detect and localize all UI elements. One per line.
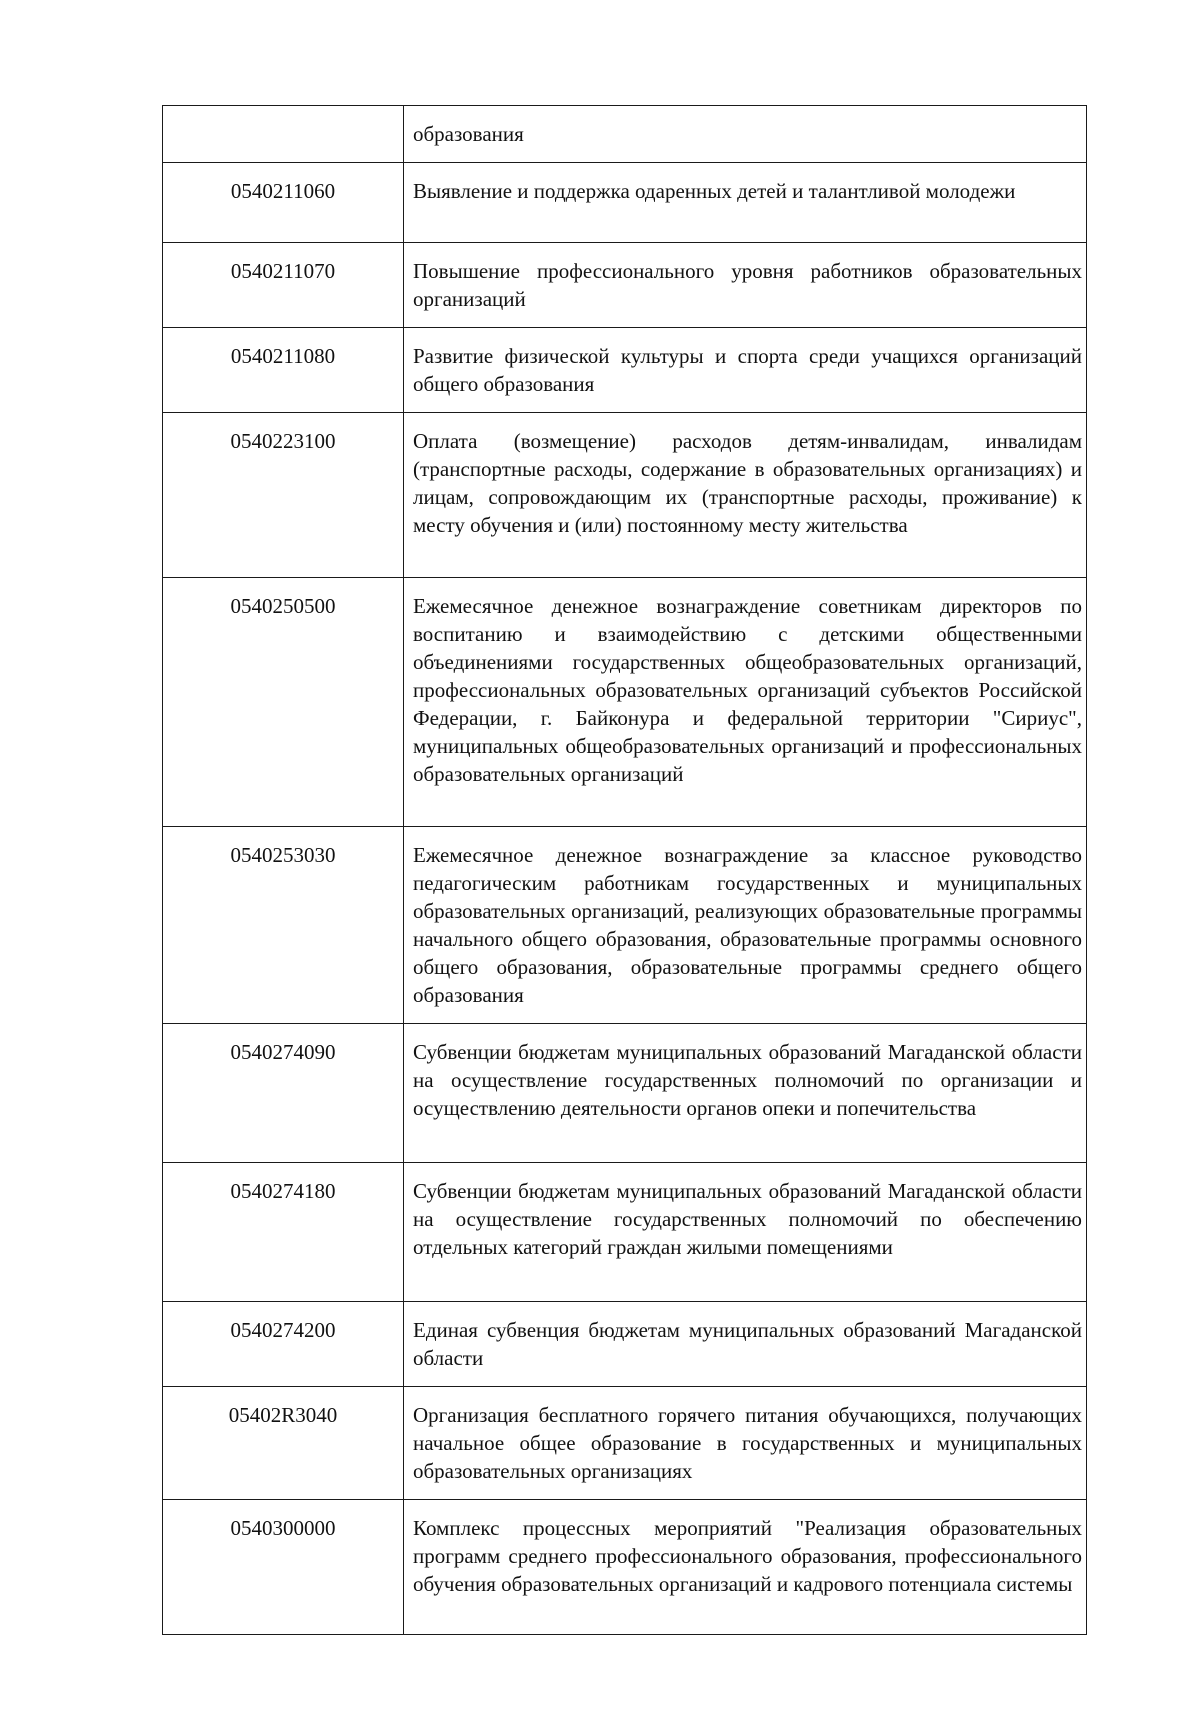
table-row [163, 413, 1087, 578]
row-description: Оплата (возмещение) расходов детям-инвалидам, инвалидам (транспортные расходы, содержание в образовательных организациях) и лицам, сопровождающим их (транспортные расходы, проживание) к месту обучения и (или) постоянному месту жительства [404, 413, 1087, 578]
row-code [163, 106, 404, 163]
row-description: Единая субвенция бюджетам муниципальных образований Магаданской области [404, 1302, 1087, 1387]
row-description: Ежемесячное денежное вознаграждение советникам директоров по воспитанию и взаимодействию с детскими общественными объединениями государственных общеобразовательных организаций, профессиональных образовательных организаций субъектов Российской Федерации, г. Байконура и федеральной территории "Сириус", муниципальных общеобразовательных организаций и профессиональных образовательных организаций [404, 578, 1087, 827]
row-code: 05402R3040 [163, 1387, 404, 1500]
table-row [163, 1302, 1087, 1387]
row-description: Субвенции бюджетам муниципальных образований Магаданской области на осуществление государственных полномочий по организации и осуществлению деятельности органов опеки и попечительства [404, 1024, 1087, 1163]
table-body [163, 106, 1087, 1635]
row-code: 0540211060 [163, 163, 404, 243]
row-code: 0540274200 [163, 1302, 404, 1387]
row-code: 0540300000 [163, 1500, 404, 1635]
row-code: 0540274090 [163, 1024, 404, 1163]
table-row [163, 827, 1087, 1024]
row-description: Повышение профессионального уровня работников образовательных организаций [404, 243, 1087, 328]
row-description: Ежемесячное денежное вознаграждение за классное руководство педагогическим работникам государственных и муниципальных образовательных организаций, реализующих образовательные программы начального общего образования, образовательные программы основного общего образования, образовательные программы среднего общего образования [404, 827, 1087, 1024]
row-description: Комплекс процессных мероприятий "Реализация образовательных программ среднего профессионального образования, профессионального обучения образовательных организаций и кадрового потенциала системы [404, 1500, 1087, 1635]
row-description: образования [404, 106, 1087, 163]
row-description: Развитие физической культуры и спорта среди учащихся организаций общего образования [404, 328, 1087, 413]
table-row [163, 1387, 1087, 1500]
table-row [163, 106, 1087, 163]
row-code: 0540250500 [163, 578, 404, 827]
row-code: 0540223100 [163, 413, 404, 578]
row-code: 0540211080 [163, 328, 404, 413]
table-row [163, 1500, 1087, 1635]
row-description: Выявление и поддержка одаренных детей и талантливой молодежи [404, 163, 1087, 243]
row-description: Организация бесплатного горячего питания обучающихся, получающих начальное общее образование в государственных и муниципальных образовательных организациях [404, 1387, 1087, 1500]
table-row [163, 163, 1087, 243]
table-row [163, 243, 1087, 328]
table-row [163, 1163, 1087, 1302]
row-code: 0540211070 [163, 243, 404, 328]
row-description: Субвенции бюджетам муниципальных образований Магаданской области на осуществление государственных полномочий по обеспечению отдельных категорий граждан жилыми помещениями [404, 1163, 1087, 1302]
table-row [163, 578, 1087, 827]
table-row [163, 328, 1087, 413]
row-code: 0540274180 [163, 1163, 404, 1302]
row-code: 0540253030 [163, 827, 404, 1024]
table-row [163, 1024, 1087, 1163]
budget-classification-table [162, 105, 1087, 1635]
